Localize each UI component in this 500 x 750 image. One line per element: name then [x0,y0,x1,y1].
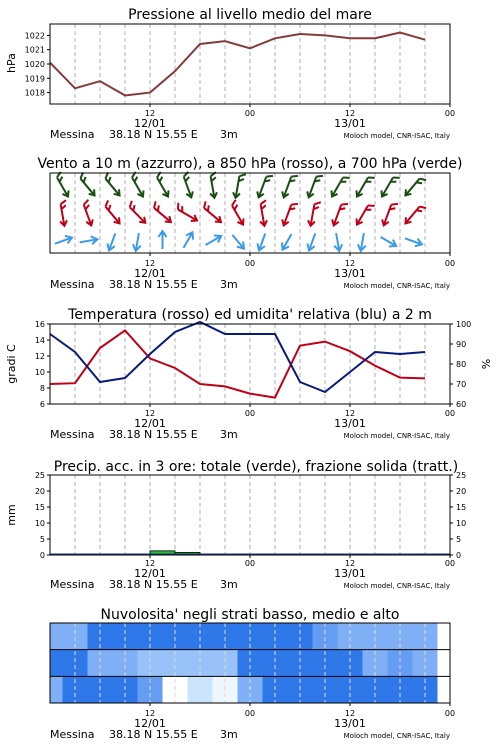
wind-barb [54,234,74,248]
date-label: 12/01 [134,417,166,430]
wind-barb-flag [128,201,134,207]
date-label: 12/01 [134,567,166,580]
time-tick-label: 12 [144,559,156,568]
wind-barb-flag [175,203,181,210]
wind-barb [403,174,426,199]
wind-chart-title: Vento a 10 m (azzurro), a 850 hPa (rosso), a 700 hPa (verde) [37,156,463,172]
date-label: 12/01 [134,267,166,280]
precip-ytick-label-right: 25 [456,471,467,480]
time-tick-label: 00 [444,709,456,718]
time-tick-label: 00 [244,409,256,418]
location-coords: 38.18 N 15.55 E [109,128,198,141]
temperature-line [50,330,425,397]
location-coords: 38.18 N 15.55 E [109,428,198,441]
time-tick-label: 12 [144,709,156,718]
pressure-ylabel: hPa [5,53,18,73]
precip-ytick-label-right: 5 [456,535,462,544]
wind-barb-shaft [132,177,143,196]
temperature-ytick-label: 12 [34,352,45,361]
date-label: 13/01 [334,117,366,130]
wind-barb [380,201,397,228]
precip-ytick-label: 0 [39,551,45,560]
location-name: Messina [50,728,95,741]
wind-barb [79,235,98,246]
wind-barb-shaft [80,179,94,196]
location-altitude: 3m [220,728,238,741]
wind-barb-flag [152,201,158,208]
time-tick-label: 12 [344,259,356,268]
wind-barb [255,232,269,252]
precip-ytick-label-right: 0 [456,551,462,560]
wind-barb [159,231,167,249]
precip-ytick-label-right: 20 [456,487,467,496]
humidity-line [50,322,425,392]
time-tick-label: 12 [344,409,356,418]
pressure-ytick-label: 1021 [24,45,45,55]
pressure-ytick-label: 1020 [24,60,45,69]
plot-layer [25,24,472,706]
precip-ytick-label: 15 [34,503,45,512]
wind-barb-flag [368,175,375,181]
location-name: Messina [50,428,95,441]
wind-barb-flag [266,174,273,179]
wind-barb-shaft [105,179,119,196]
date-label: 12/01 [134,117,166,130]
temperature-chart-title: Temperatura (rosso) ed umidita' relativa (blu) a 2 m [68,307,432,323]
wind-barb [150,201,175,224]
wind-barb [179,172,196,199]
wind-barb-shaft [405,207,419,224]
temperature-plot-frame [50,324,450,404]
time-tick-label: 00 [244,709,256,718]
date-label: 13/01 [334,267,366,280]
time-tick-label: 12 [344,559,356,568]
wind-barb-flag [368,203,375,209]
wind-barb [379,234,399,250]
wind-barb-flag [83,200,90,205]
wind-barb-shaft [332,177,343,196]
humidity-ytick-label: 80 [456,360,467,369]
location-altitude: 3m [220,578,238,591]
date-label: 13/01 [334,717,366,730]
wind-barb-shaft [382,177,393,196]
wind-barb-shaft [130,207,146,223]
wind-barb [404,235,424,249]
temperature-ytick-label: 14 [34,336,45,345]
wind-barb [354,201,375,227]
wind-barb [127,172,148,198]
model-credit: Moloch model, CNR-ISAC, Italy [343,132,450,140]
location-altitude: 3m [220,428,238,441]
date-label: 13/01 [334,567,366,580]
time-tick-label: 00 [444,259,456,268]
time-tick-label: 12 [344,109,356,118]
wind-barb [403,202,426,227]
model-credit: Moloch model, CNR-ISAC, Italy [343,732,450,740]
wind-barb-shaft [405,179,419,196]
humidity-ytick-label: 100 [456,320,472,329]
time-tick-label: 00 [244,559,256,568]
wind-barb [280,173,297,200]
wind-barb [305,173,322,200]
location-coords: 38.18 N 15.55 E [109,728,198,741]
cloud-cell [50,623,63,650]
wind-barb-shaft [232,205,243,224]
location-name: Messina [50,128,95,141]
pressure-ytick-label: 1022 [24,31,45,41]
pressure-ytick-label: 1018 [24,88,45,98]
wind-barb [101,172,124,197]
time-tick-label: 00 [244,259,256,268]
wind-barb-shaft [57,177,68,196]
time-tick-label: 12 [344,709,356,718]
wind-barb-flag [393,175,400,181]
wind-barb [330,201,347,228]
wind-barb [379,173,400,199]
time-tick-label: 00 [444,559,456,568]
wind-barb [76,172,99,197]
temperature-ytick-label: 16 [34,320,45,329]
pressure-ytick-label: 1019 [24,74,45,84]
date-label: 12/01 [134,717,166,730]
precip-ytick-label: 10 [34,519,45,528]
precip-ytick-label: 20 [34,487,45,496]
wind-barb-shaft [105,207,119,224]
time-tick-label: 12 [144,409,156,418]
wind-barb [232,173,246,199]
precip-plot-frame [50,475,450,555]
wind-barb [101,200,124,225]
time-tick-label: 00 [444,409,456,418]
wind-barb [255,173,272,200]
wind-barb [125,201,149,225]
time-tick-label: 12 [144,109,156,118]
precipitation-ylabel: mm [5,504,18,526]
location-altitude: 3m [220,128,238,141]
model-credit: Moloch model, CNR-ISAC, Italy [343,582,450,590]
wind-barb-shaft [357,177,368,196]
pressure-line [50,33,425,96]
wind-barb [174,203,200,224]
wind-barb [329,173,350,199]
humidity-ytick-label: 70 [456,380,467,389]
humidity-ytick-label: 60 [456,400,467,409]
wind-barb [332,232,343,251]
time-tick-label: 00 [444,109,456,118]
wind-barb [354,173,375,199]
wind-barb-shaft [178,210,197,221]
wind-barb [357,232,368,251]
wind-barb [79,200,96,227]
cloud-cell [50,676,63,703]
model-credit: Moloch model, CNR-ISAC, Italy [343,282,450,290]
pressure-chart-title: Pressione al livello medio del mare [128,7,372,23]
wind-barb-flag [231,200,238,206]
precip-ytick-label-right: 10 [456,519,467,528]
wind-barb [227,200,248,226]
humidity-ytick-label: 90 [456,340,467,349]
cloud-chart-title: Nuvolosita' negli strati basso, medio e alto [100,607,400,623]
temperature-ylabel: gradi C [5,344,18,384]
date-label: 13/01 [334,417,366,430]
precip-ytick-label: 25 [34,471,45,480]
wind-barb [305,232,319,252]
wind-barb [229,232,247,251]
precip-ytick-label-right: 15 [456,503,467,512]
wind-barb [200,201,225,224]
model-credit: Moloch model, CNR-ISAC, Italy [343,432,450,440]
time-tick-label: 00 [244,109,256,118]
wind-barb-flag [343,175,350,181]
location-altitude: 3m [220,278,238,291]
pressure-plot-frame [50,24,450,104]
wind-barb [52,172,73,198]
wind-barb [280,201,297,228]
wind-barb-flag [202,201,208,208]
wind-barb [105,232,119,252]
wind-barb-flag [104,200,111,206]
wind-barb-shaft [154,208,171,222]
wind-barb-shaft [204,208,221,222]
wind-barb [204,233,224,249]
wind-barb-flag [60,200,66,204]
wind-barb-flag [291,174,298,179]
location-coords: 38.18 N 15.55 E [109,278,198,291]
time-tick-label: 12 [144,259,156,268]
wind-barb-flag [341,202,348,207]
precip-ytick-label: 5 [39,535,45,544]
temperature-ytick-label: 10 [34,368,45,377]
cloud-cell [50,650,63,677]
temperature-ytick-label: 6 [39,400,45,409]
wind-barb-flag [260,200,266,204]
wind-barb [152,172,173,198]
precipitation-chart-title: Precip. acc. in 3 ore: totale (verde), frazione solida (tratt.) [53,459,459,475]
humidity-ylabel: % [480,358,493,370]
wind-barb [207,172,221,198]
location-coords: 38.18 N 15.55 E [109,578,198,591]
wind-barb-shaft [357,205,368,224]
wind-barb-flag [391,202,398,207]
wind-barb [180,230,196,250]
wind-barb [132,232,143,251]
wind-barb-shaft [157,177,168,196]
wind-barb-flag [316,174,323,179]
location-name: Messina [50,278,95,291]
wind-barb [279,232,295,252]
wind-barb [307,201,321,227]
temperature-ytick-label: 8 [39,384,45,393]
location-name: Messina [50,578,95,591]
wind-barb [57,200,71,226]
wind-barb-flag [291,202,298,207]
wind-barb-flag [239,173,245,177]
wind-barb [257,200,271,226]
wind-barb-flag [314,201,320,205]
